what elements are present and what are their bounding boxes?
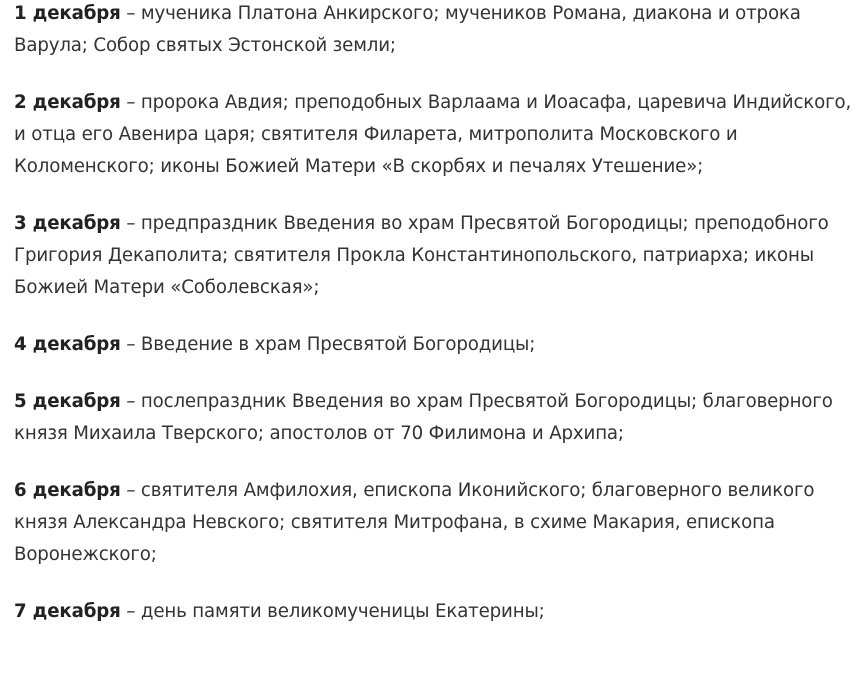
calendar-entry-1: [14, 0, 859, 62]
calendar-entry-7: [14, 596, 859, 628]
entry-date: 5 декабря: [14, 391, 121, 412]
entry-date: 3 декабря: [14, 213, 121, 234]
calendar-entry-4: [14, 329, 859, 361]
calendar-document: [14, 0, 859, 653]
calendar-entry-2: [14, 87, 859, 183]
entry-text: – послепраздник Введения во храм Пресвятой Богородицы; благоверного князя Михаила Тверского; апостолов от 70 Филимона и Архипа;: [14, 391, 833, 444]
entry-date: 6 декабря: [14, 480, 121, 501]
calendar-entry-5: [14, 386, 859, 450]
calendar-entry-6: [14, 475, 859, 571]
entry-text: – святителя Амфилохия, епископа Иконийского; благоверного великого князя Александра Невского; святителя Митрофана, в схиме Макария, епископа Воронежского;: [14, 480, 815, 565]
entry-text: – день памяти великомученицы Екатерины;: [120, 601, 545, 622]
entry-text: – пророка Авдия; преподобных Варлаама и Иоасафа, царевича Индийского, и отца его Авенира царя; святителя Филарета, митрополита Московского и Коломенского; иконы Божией Матери «В скорбях и печалях Утешение»;: [14, 92, 852, 177]
entry-date: 4 декабря: [14, 334, 121, 355]
entry-text: – предпраздник Введения во храм Пресвятой Богородицы; преподобного Григория Декаполита; святителя Прокла Константинопольского, патриарха; иконы Божией Матери «Соболевская»;: [14, 213, 829, 298]
entry-date: 7 декабря: [14, 601, 121, 622]
entry-date: 1 декабря: [14, 3, 121, 24]
entry-date: 2 декабря: [14, 92, 121, 113]
entry-text: – мученика Платона Анкирского; мучеников Романа, диакона и отрока Варула; Собор святых Эстонской земли;: [14, 3, 801, 56]
calendar-entry-3: [14, 208, 859, 304]
entry-text: – Введение в храм Пресвятой Богородицы;: [120, 334, 536, 355]
